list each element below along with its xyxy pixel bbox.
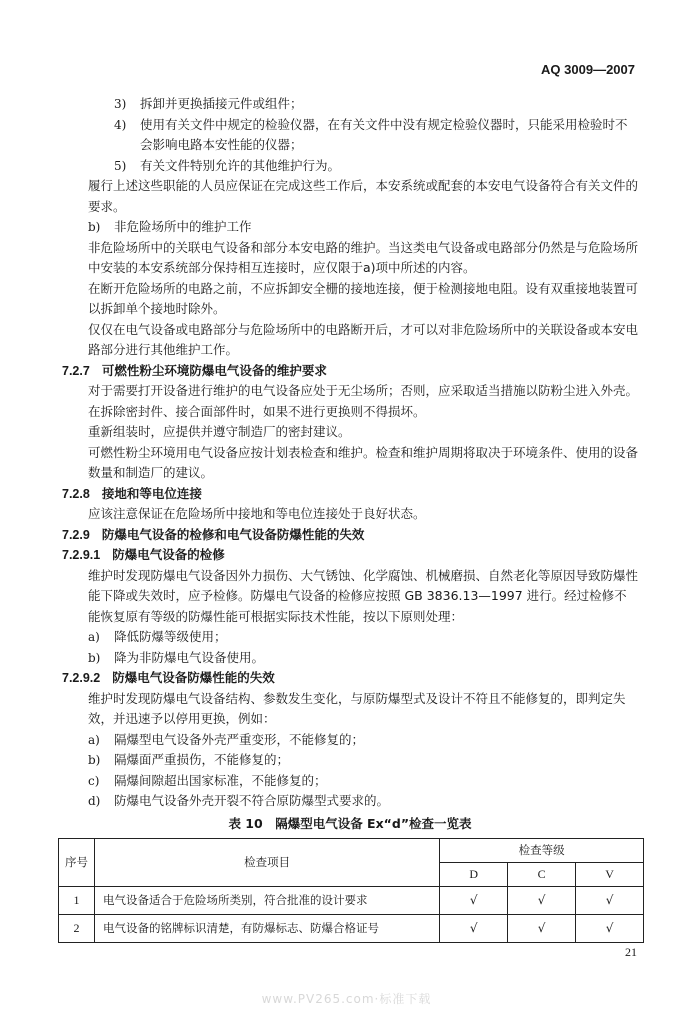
list-item bbox=[62, 791, 638, 812]
paragraph: 在断开危险场所的电路之前，不应拆卸安全栅的接地连接，便于检测接地电阻。设有双重接地装置可以拆卸单个接地时除外。 bbox=[88, 280, 639, 316]
list-text: 防爆电气设备外壳开裂不符合原防爆型式要求的。 bbox=[114, 793, 390, 808]
list-item bbox=[62, 750, 638, 771]
check-mark: √ bbox=[508, 915, 576, 943]
column-header-no: 序号 bbox=[59, 839, 95, 887]
section-heading bbox=[62, 668, 638, 689]
document-code: AQ 3009—2007 bbox=[541, 62, 635, 77]
inspection-table bbox=[58, 838, 644, 943]
list-item bbox=[62, 156, 638, 177]
section-number: 7.2.9 bbox=[62, 527, 90, 542]
section-title: 接地和等电位连接 bbox=[101, 485, 202, 501]
section-number: 7.2.9.2 bbox=[62, 671, 101, 685]
check-mark: √ bbox=[508, 887, 576, 915]
check-mark: √ bbox=[440, 887, 508, 915]
list-text: 隔爆间隙超出国家标准，不能修复的； bbox=[114, 772, 327, 788]
level-header-v: V bbox=[576, 863, 644, 887]
list-number: d) bbox=[88, 794, 101, 808]
section-title: 防爆电气设备的检修和电气设备防爆性能的失效 bbox=[101, 526, 365, 542]
check-mark: √ bbox=[440, 915, 508, 943]
section-number: 7.2.8 bbox=[62, 486, 90, 501]
row-number: 1 bbox=[59, 887, 95, 915]
paragraph: 应该注意保证在危险场所中接地和等电位连接处于良好状态。 bbox=[88, 506, 426, 521]
list-number: b) bbox=[88, 650, 101, 665]
list-item bbox=[62, 627, 638, 648]
level-header-c: C bbox=[508, 863, 576, 887]
list-text: 隔爆面严重损伤，不能修复的； bbox=[114, 752, 290, 767]
list-text: 有关文件特别允许的其他维护行为。 bbox=[140, 157, 341, 173]
list-text: 隔爆型电气设备外壳严重变形，不能修复的； bbox=[114, 731, 365, 747]
paragraph: 在拆除密封件、接合面部件时，如果不进行更换则不得损坏。 bbox=[88, 403, 426, 419]
list-item bbox=[62, 94, 638, 115]
list-item bbox=[62, 648, 638, 669]
list-number: 5) bbox=[114, 158, 127, 173]
row-item: 电气设备的铭牌标识清楚，有防爆标志、防爆合格证号 bbox=[94, 915, 439, 943]
paragraph: 维护时发现防爆电气设备结构、参数发生变化，与原防爆型式及设计不符且不能修复的，即判定失效，并迅速予以停用更换，例如： bbox=[88, 690, 626, 726]
list-number: a) bbox=[88, 732, 100, 747]
list-text: 非危险场所中的维护工作 bbox=[114, 219, 252, 234]
list-number: b) bbox=[88, 220, 101, 234]
section-heading bbox=[62, 361, 638, 382]
list-item bbox=[62, 730, 638, 751]
page-number: 21 bbox=[625, 945, 637, 959]
list-text: 降低防爆等级使用； bbox=[114, 629, 227, 644]
list-item bbox=[62, 115, 638, 156]
table-row bbox=[59, 915, 644, 943]
paragraph: 可燃性粉尘环境用电气设备应按计划表检查和维护。检查和维护周期将取决于环境条件、使用的设备数量和制造厂的建议。 bbox=[88, 444, 639, 480]
section-title: 可燃性粉尘环境防爆电气设备的维护要求 bbox=[101, 362, 327, 378]
check-mark: √ bbox=[576, 915, 644, 943]
row-item: 电气设备适合于危险场所类别，符合批准的设计要求 bbox=[94, 887, 439, 915]
section-heading bbox=[62, 484, 638, 505]
list-text: 降为非防爆电气设备使用。 bbox=[114, 649, 265, 665]
table-title: 表 10 隔爆型电气设备 Ex“d”检查一览表 bbox=[228, 815, 472, 831]
paragraph: 仅仅在电气设备或电路部分与危险场所中的电路断开后，才可以对非危险场所中的关联设备或本安电路部分进行其他维护工作。 bbox=[88, 321, 639, 357]
list-text: 拆卸并更换插接元件或组件； bbox=[140, 96, 303, 111]
section-title: 防爆电气设备防爆性能的失效 bbox=[112, 670, 275, 685]
paragraph: 维护时发现防爆电气设备因外力损伤、大气锈蚀、化学腐蚀、机械磨损、自然老化等原因导致防爆性能下降或失效时，应予检修。防爆电气设备的检修应按照 GB 3836.13—1997 进行。经过检修不能恢复原有等级的防爆性能可根据实际技术性能，按以下原则处理： bbox=[88, 567, 639, 624]
list-number: 4) bbox=[114, 117, 127, 132]
list-item bbox=[62, 771, 638, 792]
paragraph: 重新组装时，应提供并遵守制造厂的密封建议。 bbox=[88, 424, 351, 439]
level-header-d: D bbox=[440, 863, 508, 887]
list-number: a) bbox=[88, 630, 100, 644]
section-number: 7.2.7 bbox=[62, 363, 90, 378]
table-row bbox=[59, 887, 644, 915]
list-number: 3) bbox=[114, 97, 127, 111]
column-header-item: 检查项目 bbox=[94, 839, 439, 887]
section-title: 防爆电气设备的检修 bbox=[112, 547, 225, 562]
list-text: 使用有关文件中规定的检验仪器，在有关文件中没有规定检验仪器时，只能采用检验时不会影响电路本安性能的仪器； bbox=[140, 116, 628, 152]
watermark: www.PV265.com·标准下载 bbox=[261, 992, 432, 1006]
column-header-level: 检查等级 bbox=[440, 839, 644, 863]
row-number: 2 bbox=[59, 915, 95, 943]
section-number: 7.2.9.1 bbox=[62, 548, 101, 562]
list-number: b) bbox=[88, 753, 101, 767]
list-number: c) bbox=[88, 773, 100, 788]
section-heading bbox=[62, 545, 638, 566]
check-mark: √ bbox=[576, 887, 644, 915]
paragraph: 履行上述这些职能的人员应保证在完成这些工作后，本安系统或配套的本安电气设备符合有关文件的要求。 bbox=[88, 178, 639, 214]
paragraph: 对于需要打开设备进行维护的电气设备应处于无尘场所；否则，应采取适当措施以防粉尘进入外壳。 bbox=[88, 383, 639, 398]
list-item bbox=[62, 217, 638, 238]
section-heading bbox=[62, 525, 638, 546]
paragraph: 非危险场所中的关联电气设备和部分本安电路的维护。当这类电气设备或电路部分仍然是与危险场所中安装的本安系统部分保持相互连接时，应仅限于a)项中所述的内容。 bbox=[88, 239, 639, 275]
page-body bbox=[62, 94, 638, 943]
